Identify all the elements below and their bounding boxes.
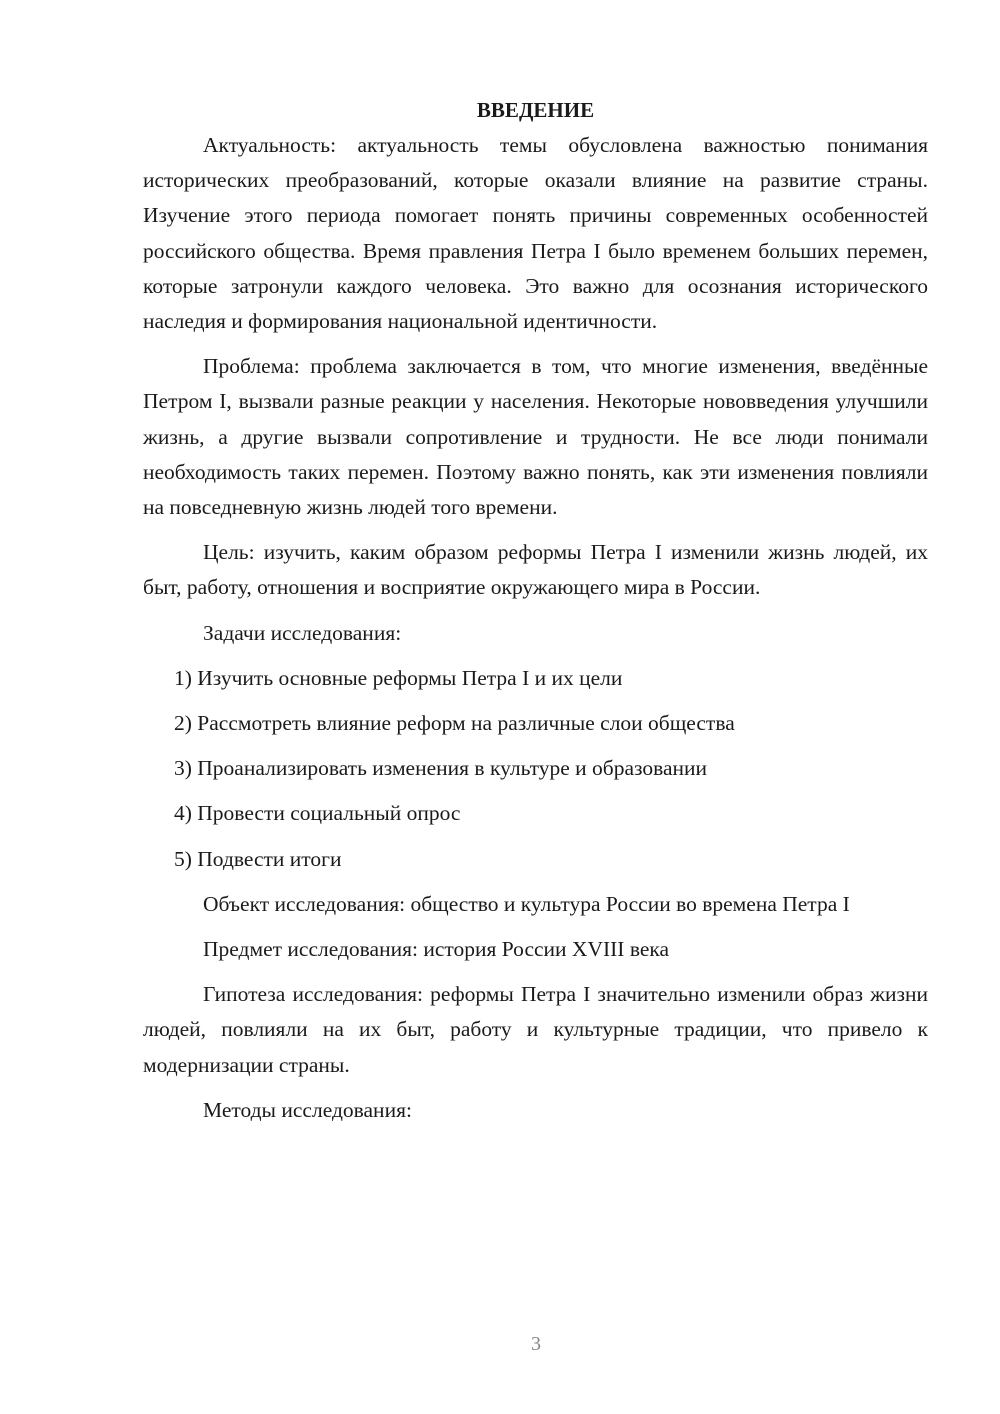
paragraph-methods: Методы исследования: bbox=[203, 1097, 412, 1122]
paragraph-hypothesis: Гипотеза исследования: реформы Петра I значительно изменили образ жизни людей, повлияли на их быт, работу и культурные традиции, что привело к модернизации страны. bbox=[143, 982, 928, 1077]
paragraph-goal: Цель: изучить, каким образом реформы Петра I изменили жизнь людей, их быт, работу, отношения и восприятие окружающего мира в России. bbox=[143, 540, 928, 600]
page-number: 3 bbox=[531, 1333, 541, 1355]
list-item: 3) Проанализировать изменения в культуре и образовании bbox=[174, 756, 708, 781]
list-item: 4) Провести социальный опрос bbox=[174, 801, 461, 826]
paragraph-tasks-title: Задачи исследования: bbox=[203, 620, 402, 645]
paragraph-problem: Проблема: проблема заключается в том, что многие изменения, введённые Петром I, вызвали разные реакции у населения. Некоторые нововведения улучшили жизнь, а другие вызвали сопротивление и трудности. Не все люди понимали необходимость таких перемен. Поэтому важно понять, как эти изменения повлияли на повседневную жизнь людей того времени. bbox=[143, 354, 928, 520]
paragraph-subject: Предмет исследования: история России XVIII века bbox=[203, 937, 670, 962]
paragraph-relevance: Актуальность: актуальность темы обусловлена важностью понимания исторических преобразований, которые оказали влияние на развитие страны. Изучение этого периода помогает понять причины современных особенностей российского общества. Время правления Петра I было временем больших перемен, которые затронули каждого человека. Это важно для осознания исторического наследия и формирования национальной идентичности. bbox=[143, 133, 928, 334]
document-page bbox=[143, 95, 928, 1138]
list-item: 5) Подвести итоги bbox=[174, 846, 342, 871]
list-item: 1) Изучить основные реформы Петра I и их цели bbox=[174, 665, 623, 690]
list-item: 2) Рассмотреть влияние реформ на различные слои общества bbox=[174, 711, 735, 736]
paragraph-object: Объект исследования: общество и культура России во времена Петра I bbox=[203, 891, 850, 916]
section-heading: ВВЕДЕНИЕ bbox=[476, 98, 595, 122]
tasks-list bbox=[143, 661, 928, 877]
